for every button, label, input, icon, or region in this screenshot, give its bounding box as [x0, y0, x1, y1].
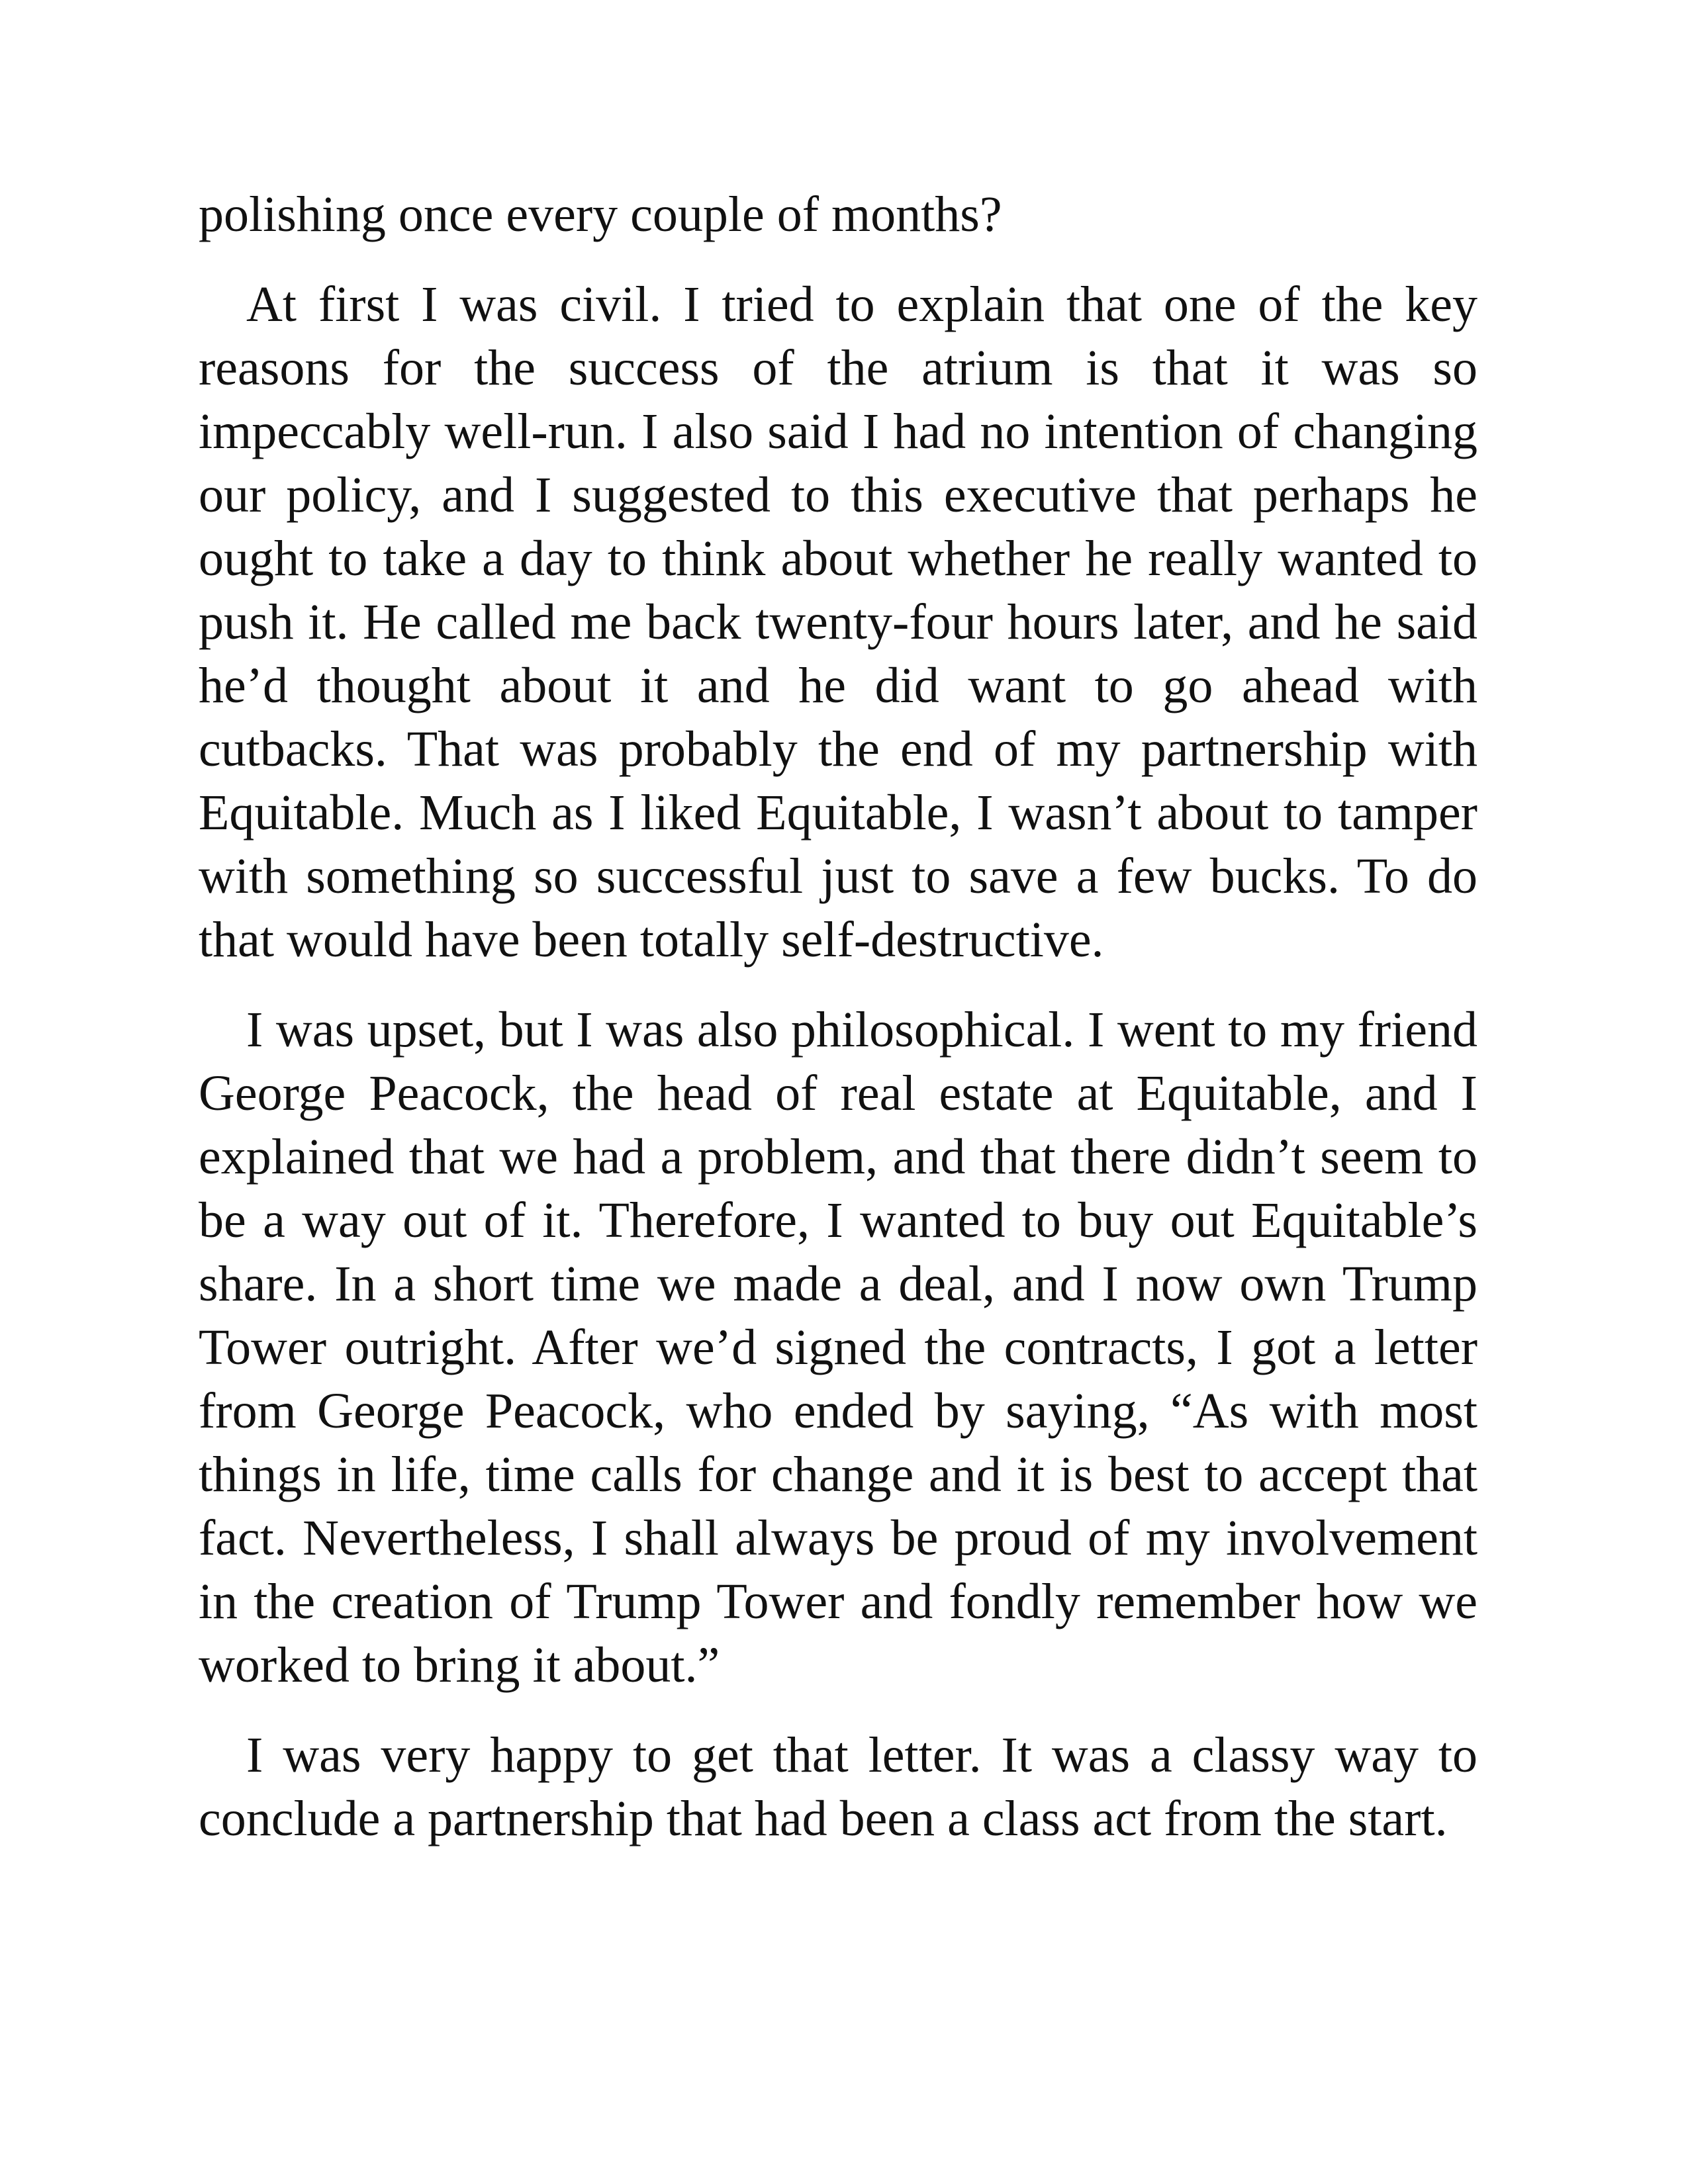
paragraph-continued: polishing once every couple of months? — [199, 187, 1002, 242]
paragraph-civil: At first I was civil. I tried to explain that one of the key reasons for the success of the atrium is that it was so impeccably well-run. I also said I had no intention of changing our policy, and I suggested to this executive that perhaps he ought to take a day to think about whether he really wanted to push it. He called me back twenty-four hours later, and he said he’d thought about it and he did want to go ahead with cutbacks. That was probably the end of my partnership with Equitable. Much as I liked Equitable, I wasn’t about to tamper with something so successful just to save a few bucks. To do that would have been totally self-destructive. — [199, 277, 1477, 968]
paragraph-letter: I was very happy to get that letter. It was a classy way to conclude a partnership that had been a class act from the start. — [199, 1727, 1477, 1846]
paragraph-philosophical: I was upset, but I was also philosophical. I went to my friend George Peacock, the head of real estate at Equitable, and I explained that we had a problem, and that there didn’t seem to be a way out of it. Therefore, I wanted to buy out Equitable’s share. In a short time we made a deal, and I now own Trump Tower outright. After we’d signed the contracts, I got a letter from George Peacock, who ended by saying, “As with most things in life, time calls for change and it is best to accept that fact. Nevertheless, I shall always be proud of my involvement in the creation of Trump Tower and fondly remember how we worked to bring it about.” — [199, 1002, 1477, 1693]
document-page — [199, 183, 1477, 1850]
